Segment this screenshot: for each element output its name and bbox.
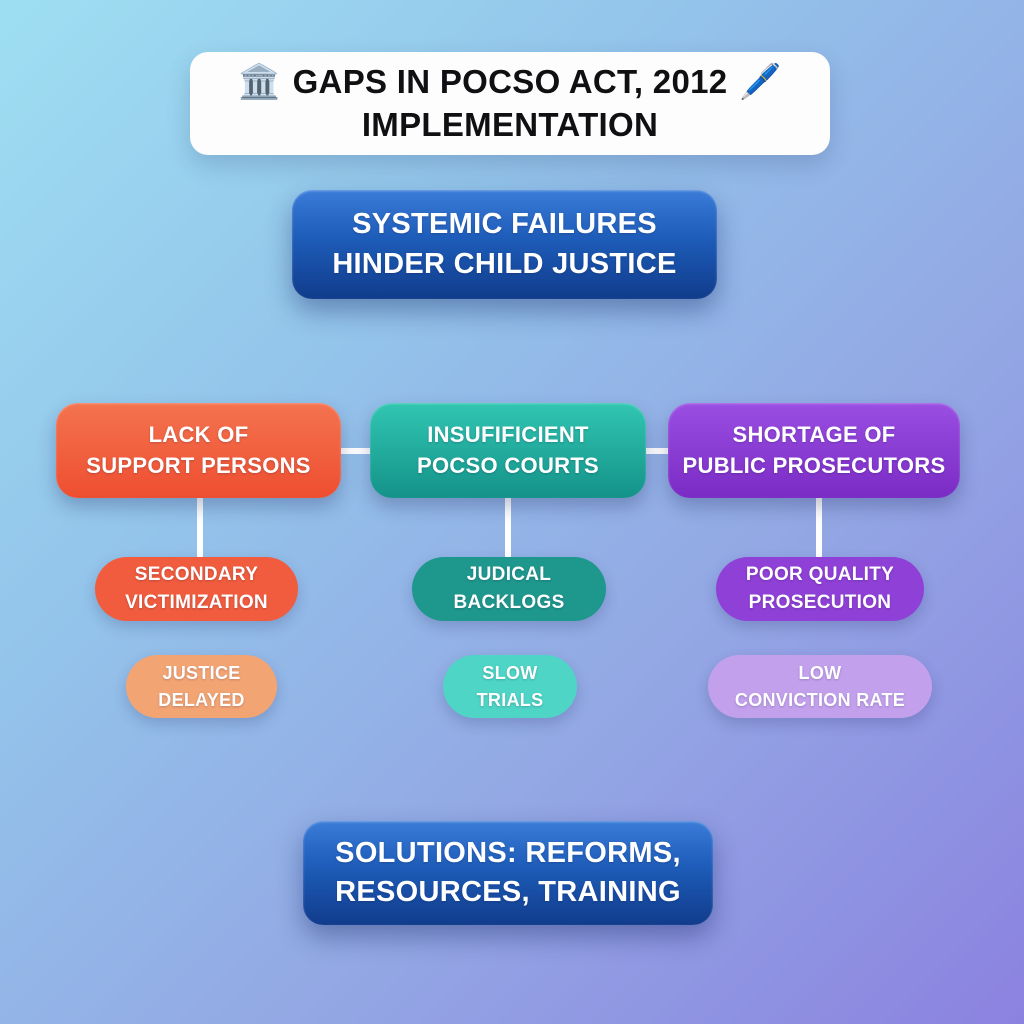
title-line-2 bbox=[362, 104, 658, 147]
cause-prosecutors-line2: PUBLIC PROSECUTORS bbox=[682, 452, 946, 478]
pill-backlogs-line1: JUDICAL bbox=[466, 564, 552, 586]
cause-card-public-prosecutors bbox=[668, 403, 960, 498]
pill-conviction-line2: CONVICTION RATE bbox=[734, 689, 906, 710]
title-line-1 bbox=[238, 61, 782, 104]
solutions-line2: RESOURCES, TRAINING bbox=[335, 876, 681, 908]
cause-support-line1: LACK OF bbox=[148, 421, 249, 447]
title-card bbox=[190, 52, 830, 155]
connector-courts-to-prosecutors bbox=[643, 448, 671, 454]
solutions-card bbox=[303, 821, 713, 925]
title-text-line1: GAPS IN POCSO ACT, 2012 bbox=[292, 62, 728, 100]
title-text-line2: IMPLEMENTATION bbox=[361, 105, 659, 143]
pill-victimization-line1: SECONDARY bbox=[134, 564, 259, 586]
thesis-line1: SYSTEMIC FAILURES bbox=[352, 208, 657, 241]
cause-courts-line1: INSUFIFICIENT bbox=[427, 421, 589, 447]
bank-building-icon: 🏛️ bbox=[237, 63, 281, 102]
cause-card-support-persons bbox=[56, 403, 341, 498]
connector-prosecutors-down bbox=[816, 495, 822, 559]
pill-prosecution-line1: POOR QUALITY bbox=[745, 564, 895, 586]
pen-icon: 🖊️ bbox=[739, 63, 783, 102]
pill-delayed-line2: DELAYED bbox=[158, 689, 245, 710]
pill-victimization-line2: VICTIMIZATION bbox=[125, 592, 268, 613]
connector-courts-down bbox=[505, 495, 511, 559]
pill-trials-line1: SLOW bbox=[482, 663, 538, 684]
effect-pill-poor-quality-prosecution bbox=[716, 557, 924, 621]
effect-pill-low-conviction-rate bbox=[708, 655, 932, 718]
cause-support-line2: SUPPORT PERSONS bbox=[86, 452, 311, 478]
cause-card-pocso-courts bbox=[370, 403, 646, 498]
effect-pill-slow-trials bbox=[443, 655, 577, 718]
thesis-line2: HINDER CHILD JUSTICE bbox=[332, 247, 677, 280]
pill-conviction-line1: LOW bbox=[798, 663, 842, 684]
pill-trials-line2: TRIALS bbox=[476, 689, 544, 710]
cause-prosecutors-line1: SHORTAGE OF bbox=[732, 421, 896, 447]
effect-pill-secondary-victimization bbox=[95, 557, 298, 621]
pill-backlogs-line2: BACKLOGS bbox=[453, 592, 565, 613]
connector-support-to-courts bbox=[338, 448, 373, 454]
pill-delayed-line1: JUSTICE bbox=[162, 663, 241, 684]
pill-prosecution-line2: PROSECUTION bbox=[748, 592, 892, 613]
effect-pill-judical-backlogs bbox=[412, 557, 606, 621]
effect-pill-justice-delayed bbox=[126, 655, 277, 718]
cause-courts-line2: POCSO COURTS bbox=[416, 452, 600, 478]
connector-support-down bbox=[197, 495, 203, 559]
solutions-line1: SOLUTIONS: REFORMS, bbox=[335, 836, 681, 869]
thesis-card bbox=[292, 190, 717, 299]
